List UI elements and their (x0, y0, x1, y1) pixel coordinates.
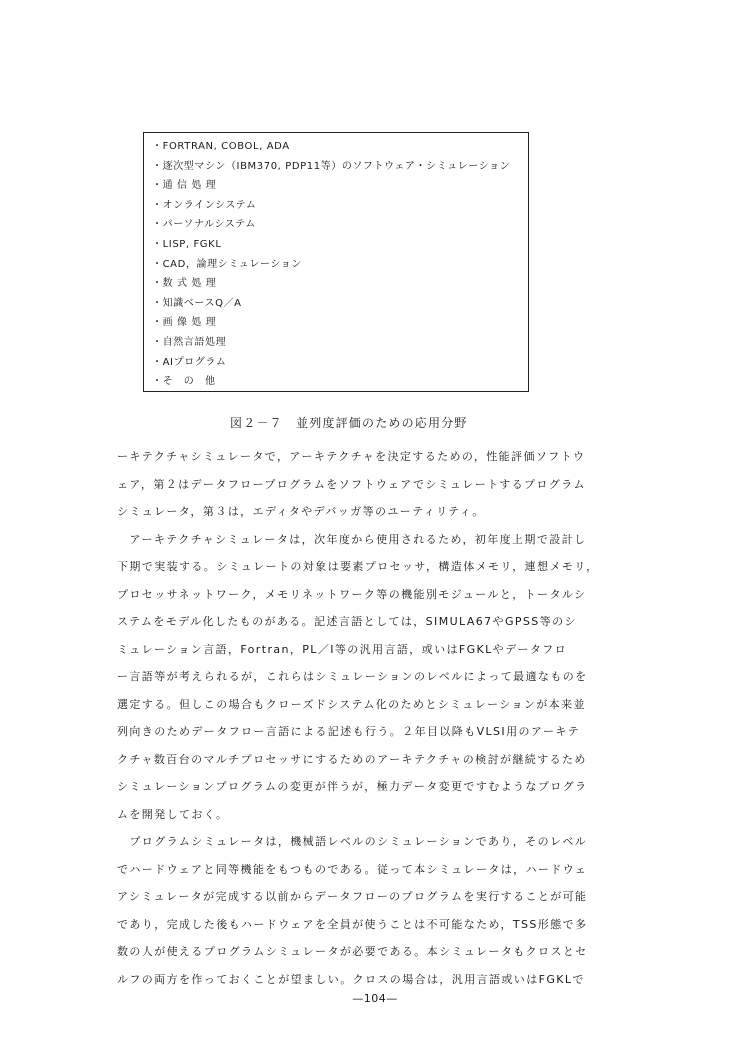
list-item: ・画 像 処 理 (152, 317, 217, 329)
application-list-box (143, 132, 529, 392)
text-line: ー言語等が考えられるが，これらはシミュレーションのレベルによって最適なものを (117, 670, 588, 683)
text-line: ムを開発しておく。 (117, 807, 229, 821)
list-item: ・数 式 処 理 (152, 278, 217, 290)
list-item: ・そ の 他 (152, 376, 216, 388)
body-paragraphs (117, 443, 637, 993)
text-line: ーキテクチャシミュレータで，アーキテクチャを決定するための，性能評価ソフトウ (117, 450, 586, 463)
list-item: ・パーソナルシステム (152, 219, 256, 231)
text-line: であり，完成した後もハードウェアを全員が使うことは不可能なため，TSS形態で多 (117, 917, 588, 931)
list-item: ・FORTRAN, COBOL, ADA (152, 141, 290, 152)
page-number: —104— (352, 992, 398, 1005)
text-line: シミュレーションプログラムの変更が伴うが，極力データ変更ですむようなプログラ (117, 780, 588, 793)
text-line: ステムをモデル化したものがある。記述言語としては，SIMULA67やGPSS等のシ (117, 615, 577, 628)
text-line: 下期で実装する。シミュレートの対象は要素プロセッサ，構造体メモリ，連想メモリ， (117, 560, 599, 573)
list-item: ・知識ベースQ／A (152, 297, 242, 309)
text-line: ルフの両方を作っておくことが望ましい。クロスの場合は，汎用言語或いはFGKLで (117, 972, 585, 986)
list-item: ・通 信 処 理 (152, 180, 217, 192)
list-item: ・CAD，論理シミュレーション (152, 258, 302, 270)
text-line: でハードウェアと同等機能をもつものである。従って本シミュレータは，ハードウェ (117, 862, 588, 876)
list-item: ・LISP, FGKL (152, 238, 222, 250)
text-line: プロセッサネットワーク，メモリネットワーク等の機能別モジュールと，トータルシ (117, 587, 587, 601)
text-line: クチャ数百台のマルチプロセッサにするためのアーキテクチャの検討が継続するため (117, 752, 587, 766)
text-line: シミュレータ，第３は，エディタやデバッガ等のユーティリティ。 (117, 505, 485, 518)
text-line: プログラムシミュレータは，機械語レベルのシミュレーションであり，そのレベル (117, 835, 588, 848)
text-line: アーキテクチャシミュレータは，次年度から使用されるため，初年度上期で設計し (117, 532, 587, 546)
text-line: 列向きのためデータフロー言語による記述も行う。２年目以降もVLSI用のアーキテ (117, 725, 581, 738)
list-item: ・AIプログラム (152, 356, 227, 368)
list-item: ・自然言語処理 (152, 336, 227, 348)
text-line: 数の人が使えるプログラムシミュレータが必要である。本シミュレータもクロスとセ (117, 945, 588, 958)
text-line: アシミュレータが完成する以前からデータフローのプログラムを実行することが可能 (117, 890, 588, 903)
list-item: ・逐次型マシン（IBM370, PDP11等）のソフトウェア・シミュレーション (152, 160, 511, 172)
text-line: ミュレーション言語，Fortran，PL／I等の汎用言語，或いはFGKLやデータフロ (117, 642, 568, 656)
list-item: ・オンラインシステム (152, 199, 257, 211)
text-line: ェア，第２はデータフロープログラムをソフトウェアでシミュレートするプログラム (117, 477, 586, 491)
text-line: 選定する。但しこの場合もクローズドシステム化のためとシミュレーションが本来並 (117, 697, 586, 711)
figure-caption: 図２－７ 並列度評価のための応用分野 (230, 416, 468, 430)
